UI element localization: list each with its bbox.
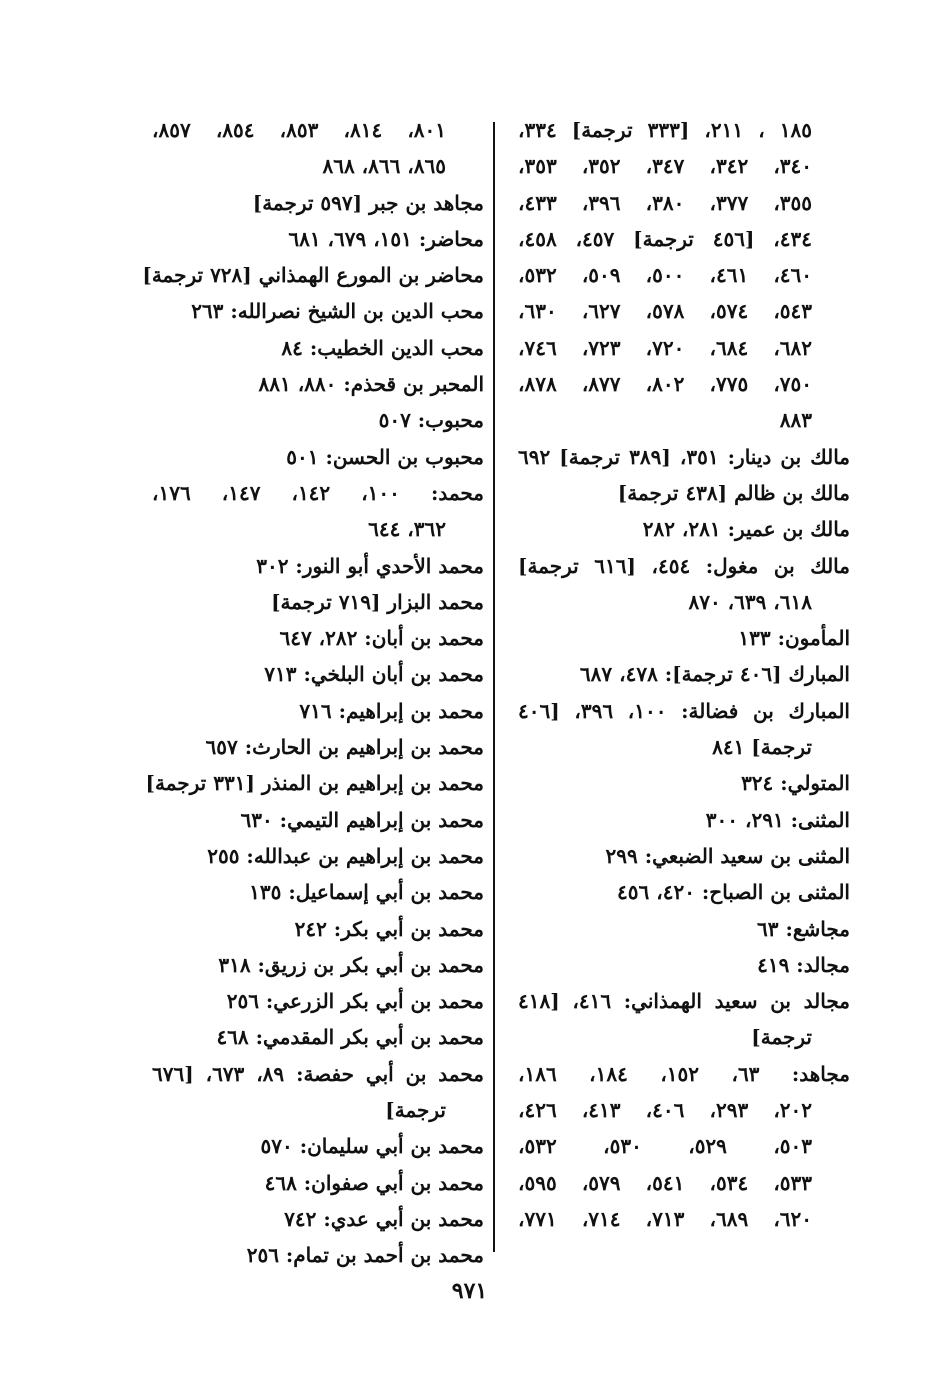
index-entry-continuation: ١٨٥ ، ٢١١، [٣٣٣ ترجمة] ٣٣٤، [518, 118, 812, 142]
index-entry: محب الدين بن الشيخ نصرالله: ٢٦٣ [191, 299, 484, 324]
index-entry: مالك بن مغول: ٤٥٤، [٦١٦ ترجمة] [518, 553, 850, 578]
index-column-right [518, 112, 850, 1237]
index-entry: محمد بن أبان: ٢٨٢، ٦٤٧ [279, 626, 484, 651]
index-entry: محمد بن أبي صفوان: ٤٦٨ [264, 1170, 484, 1195]
index-entry: المثنى بن الصباح: ٤٢٠، ٤٥٦ [617, 880, 850, 905]
index-entry-continuation: ترجمة] ٨٤١ [712, 735, 812, 760]
index-entry: مجالد بن سعيد الهمذاني: ٤١٦، [٤١٨ [518, 989, 850, 1014]
index-entry-continuation: ٦١٨، ٦٣٩، ٨٧٠ [688, 589, 812, 614]
index-column-left [142, 112, 485, 1274]
index-entry-continuation: ٦٨٢، ٦٨٤، ٧٢٠، ٧٢٣، ٧٤٦، [518, 335, 813, 360]
index-entry: محمد: ١٠٠، ١٤٢، ١٤٧، ١٧٦، [152, 480, 485, 505]
index-entry: محمد بن إبراهيم بن عبدالله: ٢٥٥ [207, 843, 484, 868]
index-entry: محاضر: ١٥١، ٦٧٩، ٦٨١ [288, 226, 484, 251]
index-entry-continuation: ٣٦٢، ٦٤٤ [368, 517, 446, 542]
index-entry: محبوب بن الحسن: ٥٠١ [286, 444, 484, 469]
index-entry: مالك بن دينار: ٣٥١، [٣٨٩ ترجمة] ٦٩٢ [518, 444, 850, 469]
index-entry-continuation: ٦٢٠، ٦٨٩، ٧١٣، ٧١٤، ٧٧١، [518, 1206, 813, 1231]
index-entry: محمد بن إبراهيم بن الحارث: ٦٥٧ [205, 735, 484, 760]
index-entry-continuation: ٥٤٣، ٥٧٤، ٥٧٨، ٦٢٧، ٦٣٠، [518, 299, 813, 324]
index-entry: محمد بن أبي عدي: ٧٤٢ [284, 1206, 484, 1231]
index-entry: المبارك بن فضالة: ١٠٠، ٣٩٦، [٤٠٦ [518, 698, 850, 723]
index-entry-continuation: ترجمة] [751, 1025, 812, 1050]
index-entry: المبارك [٤٠٦ ترجمة]: ٤٧٨، ٦٨٧ [579, 662, 850, 687]
index-entry-continuation: ٥٣٣، ٥٣٤، ٥٤١، ٥٧٩، ٥٩٥، [518, 1170, 813, 1195]
index-entry: محمد بن إبراهيم التيمي: ٦٣٠ [240, 807, 484, 832]
index-entry: محمد بن أبي بكر الزرعي: ٢٥٦ [226, 989, 484, 1014]
index-entry-continuation: ٧٥٠، ٧٧٥، ٨٠٢، ٨٧٧، ٨٧٨، [518, 372, 813, 397]
index-entry: محمد بن أبي بكر بن زريق: ٣١٨ [218, 952, 484, 977]
index-entry-continuation: ٨٠١، ٨١٤، ٨٥٣، ٨٥٤، ٨٥٧، [152, 118, 447, 142]
index-entry-continuation: ٢٠٢، ٢٩٣، ٤٠٦، ٤١٣، ٤٢٦، [518, 1098, 813, 1123]
index-entry: مجاهد بن جبر [٥٩٧ ترجمة] [252, 190, 484, 215]
index-entry: مجاهد: ٦٣، ١٥٢، ١٨٤، ١٨٦، [518, 1061, 851, 1086]
index-entry: محمد بن أحمد بن تمام: ٢٥٦ [246, 1243, 484, 1268]
index-entry-continuation: ترجمة] [385, 1098, 446, 1123]
index-entry: محب الدين الخطيب: ٨٤ [281, 335, 484, 360]
index-entry: محمد بن أبي حفصة: ٨٩، ٦٧٣، [٦٧٦ [152, 1061, 484, 1086]
index-entry: مالك بن ظالم [٤٣٨ ترجمة] [617, 480, 850, 505]
index-entry-continuation: ٨٨٣ [779, 408, 812, 433]
index-entry: محمد الأحدي أبو النور: ٣٠٢ [256, 553, 484, 578]
index-entry-continuation: ٤٦٠، ٤٦١، ٥٠٠، ٥٠٩، ٥٣٢، [518, 263, 813, 288]
index-entry: محمد البزار [٧١٩ ترجمة] [271, 589, 484, 614]
index-entry: محبوب: ٥٠٧ [378, 408, 484, 433]
index-entry: مالك بن عمير: ٢٨١، ٢٨٢ [642, 517, 850, 542]
index-entry-continuation: ٣٥٥، ٣٧٧، ٣٨٠، ٣٩٦، ٤٣٣، [518, 190, 813, 215]
index-entry-continuation: ٣٤٠، ٣٤٢، ٣٤٧، ٣٥٢، ٣٥٣، [518, 154, 813, 179]
index-entry: محمد بن أبي بكر: ٢٤٢ [294, 916, 484, 941]
index-entry: محمد بن أبان البلخي: ٧١٣ [264, 662, 484, 687]
index-entry: المأمون: ١٣٣ [738, 626, 850, 651]
index-entry: محمد بن أبي سليمان: ٥٧٠ [260, 1134, 484, 1159]
index-entry-continuation: ٥٠٣، ٥٢٩، ٥٣٠، ٥٣٢، [518, 1134, 813, 1159]
index-entry: محمد بن إبراهيم: ٧١٦ [299, 698, 484, 723]
index-entry: المثنى: ٢٩١، ٣٠٠ [705, 807, 850, 832]
index-entry: مجاشع: ٦٣ [757, 916, 850, 941]
index-entry: محاضر بن المورع الهمذاني [٧٢٨ ترجمة] [142, 263, 484, 288]
column-divider [493, 122, 495, 1252]
index-entry: مجالد: ٤١٩ [757, 952, 850, 977]
index-entry: محمد بن أبي بكر المقدمي: ٤٦٨ [216, 1025, 484, 1050]
index-entry: المثنى بن سعيد الضبعي: ٢٩٩ [605, 843, 850, 868]
index-entry-continuation: ٨٦٥، ٨٦٦، ٨٦٨ [322, 154, 446, 179]
page-number: ٩٧١ [451, 1278, 488, 1304]
index-entry: المحبر بن قحذم: ٨٨٠، ٨٨١ [258, 372, 484, 397]
index-entry: محمد بن أبي إسماعيل: ١٣٥ [249, 880, 484, 905]
index-entry: محمد بن إبراهيم بن المنذر [٣٣١ ترجمة] [145, 771, 484, 796]
index-entry-continuation: ٤٣٤، [٤٥٦ ترجمة] ٤٥٧، ٤٥٨، [518, 226, 812, 251]
index-entry: المتولي: ٣٢٤ [741, 771, 850, 796]
